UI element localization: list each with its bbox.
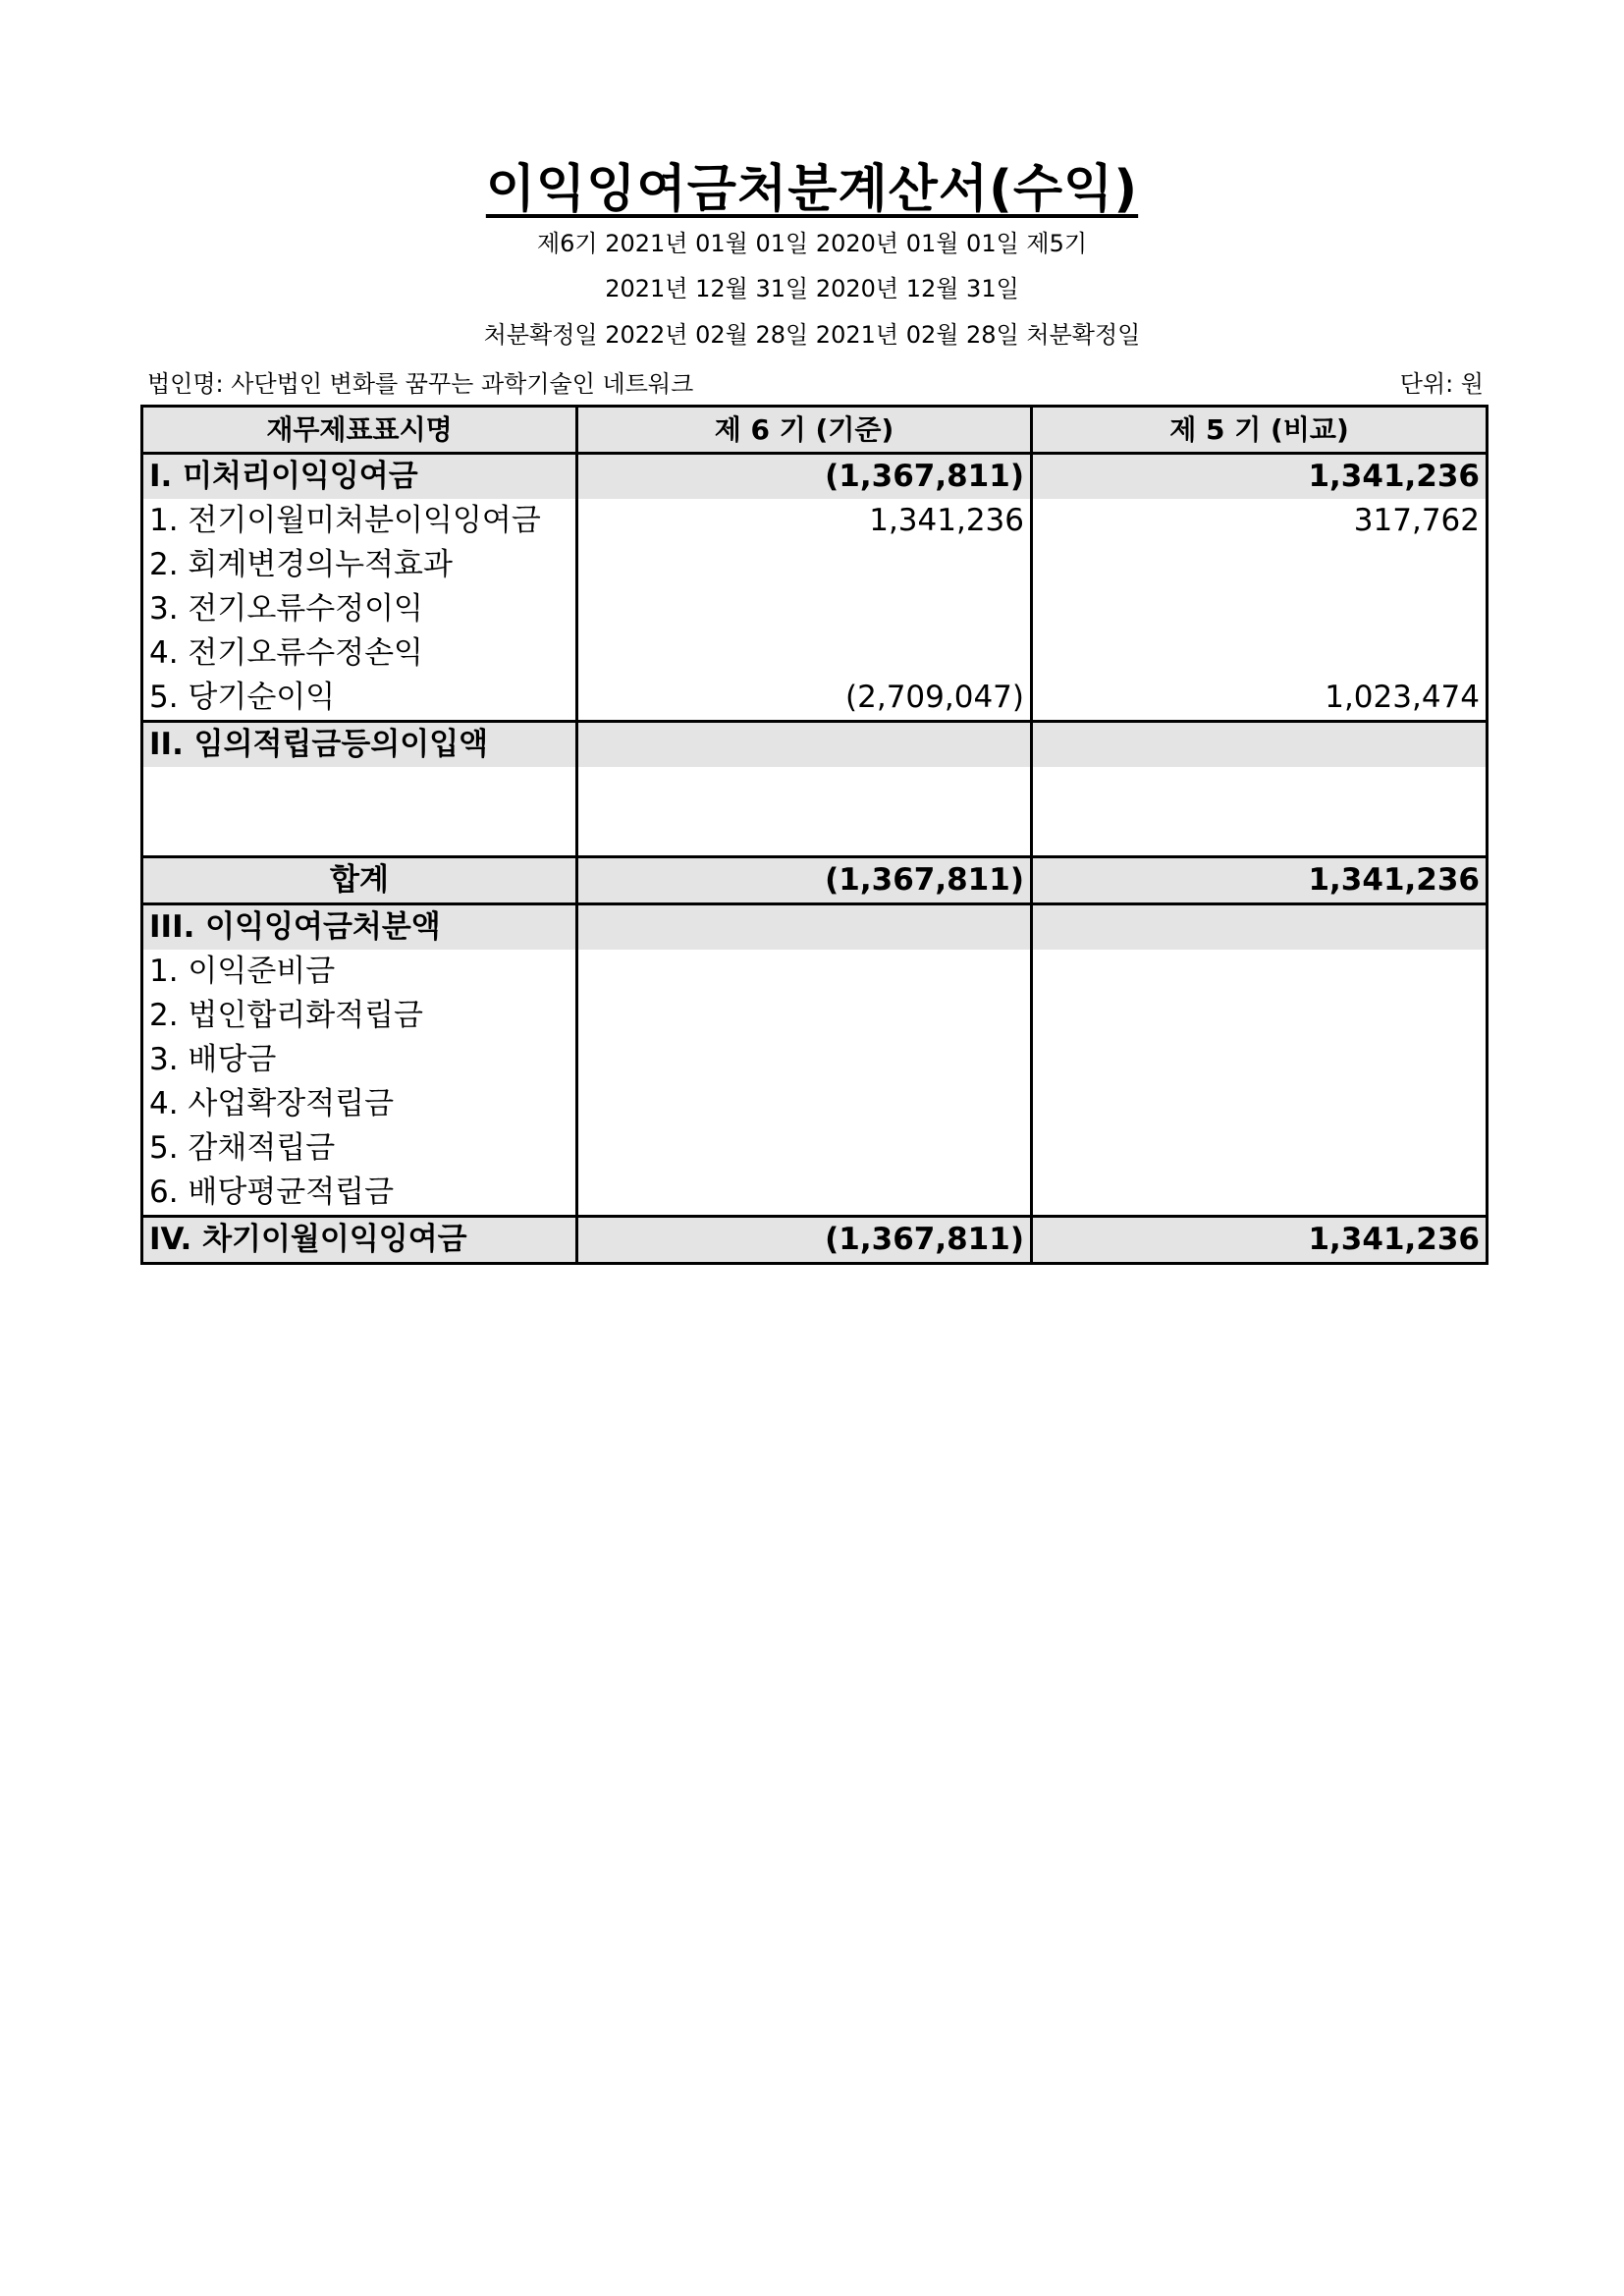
period-line-1: 제6기 2021년 01월 01일 2020년 01월 01일 제5기: [536, 230, 1088, 257]
prior-value: 1,341,236: [1032, 1217, 1488, 1264]
document-title: 이익잉여금처분계산서(수익): [485, 160, 1139, 219]
prior-value: [1032, 904, 1488, 951]
current-value: (1,367,811): [577, 1217, 1032, 1264]
unit-label: 단위: 원: [1399, 370, 1484, 398]
item-label: 5. 감채적립금: [142, 1126, 577, 1171]
prior-value: 1,341,236: [1032, 454, 1488, 500]
current-value: [577, 722, 1032, 768]
table-header-row: [142, 407, 1488, 454]
prior-value: [1032, 631, 1488, 676]
table-row: [142, 631, 1488, 676]
corporation-name: 법인명: 사단법인 변화를 꿈꾸는 과학기술인 네트워크: [147, 370, 694, 398]
total-label: 합계: [142, 857, 577, 904]
statement-table: [140, 405, 1489, 1265]
section-label: IV. 차기이월이익잉여금: [142, 1217, 577, 1264]
prior-value: 1,341,236: [1032, 857, 1488, 904]
table-row: [142, 1171, 1488, 1217]
section-row-reserve-transfer: [142, 722, 1488, 768]
section-label: III. 이익잉여금처분액: [142, 904, 577, 951]
current-value: [577, 587, 1032, 631]
current-value: (1,367,811): [577, 857, 1032, 904]
prior-value: [1032, 543, 1488, 587]
header-prior-period: 제 5 기 (비교): [1032, 407, 1488, 454]
current-value: [577, 904, 1032, 951]
period-line-2: 2021년 12월 31일 2020년 12월 31일: [605, 275, 1019, 302]
item-label: 6. 배당평균적립금: [142, 1171, 577, 1217]
table-row: [142, 543, 1488, 587]
prior-value: [1032, 722, 1488, 768]
item-label: 3. 전기오류수정이익: [142, 587, 577, 631]
table-row: [142, 1126, 1488, 1171]
prior-value: 317,762: [1032, 499, 1488, 543]
prior-value: [1032, 587, 1488, 631]
item-label: 1. 전기이월미처분이익잉여금: [142, 499, 577, 543]
table-row: [142, 1038, 1488, 1082]
header-account-name: 재무제표표시명: [142, 407, 577, 454]
item-label: 4. 전기오류수정손익: [142, 631, 577, 676]
item-label: 3. 배당금: [142, 1038, 577, 1082]
table-row: [142, 994, 1488, 1038]
item-label: 1. 이익준비금: [142, 950, 577, 994]
period-line-3: 처분확정일 2022년 02월 28일 2021년 02월 28일 처분확정일: [483, 321, 1141, 349]
prior-value: 1,023,474: [1032, 676, 1488, 722]
table-row: [142, 587, 1488, 631]
section-label: II. 임의적립금등의이입액: [142, 722, 577, 768]
section-row-unappropriated: [142, 454, 1488, 500]
current-value: [577, 543, 1032, 587]
total-row: [142, 857, 1488, 904]
header-current-period: 제 6 기 (기준): [577, 407, 1032, 454]
blank-row: [142, 767, 1488, 857]
section-label: I. 미처리이익잉여금: [142, 454, 577, 500]
item-label: 2. 회계변경의누적효과: [142, 543, 577, 587]
item-label: 2. 법인합리화적립금: [142, 994, 577, 1038]
table-row: [142, 676, 1488, 722]
item-label: 4. 사업확장적립금: [142, 1082, 577, 1126]
table-row: [142, 499, 1488, 543]
section-row-carried-forward: [142, 1217, 1488, 1264]
item-label: 5. 당기순이익: [142, 676, 577, 722]
current-value: [577, 631, 1032, 676]
current-value: (1,367,811): [577, 454, 1032, 500]
current-value: 1,341,236: [577, 499, 1032, 543]
current-value: (2,709,047): [577, 676, 1032, 722]
table-row: [142, 1082, 1488, 1126]
section-row-appropriation: [142, 904, 1488, 951]
table-row: [142, 950, 1488, 994]
